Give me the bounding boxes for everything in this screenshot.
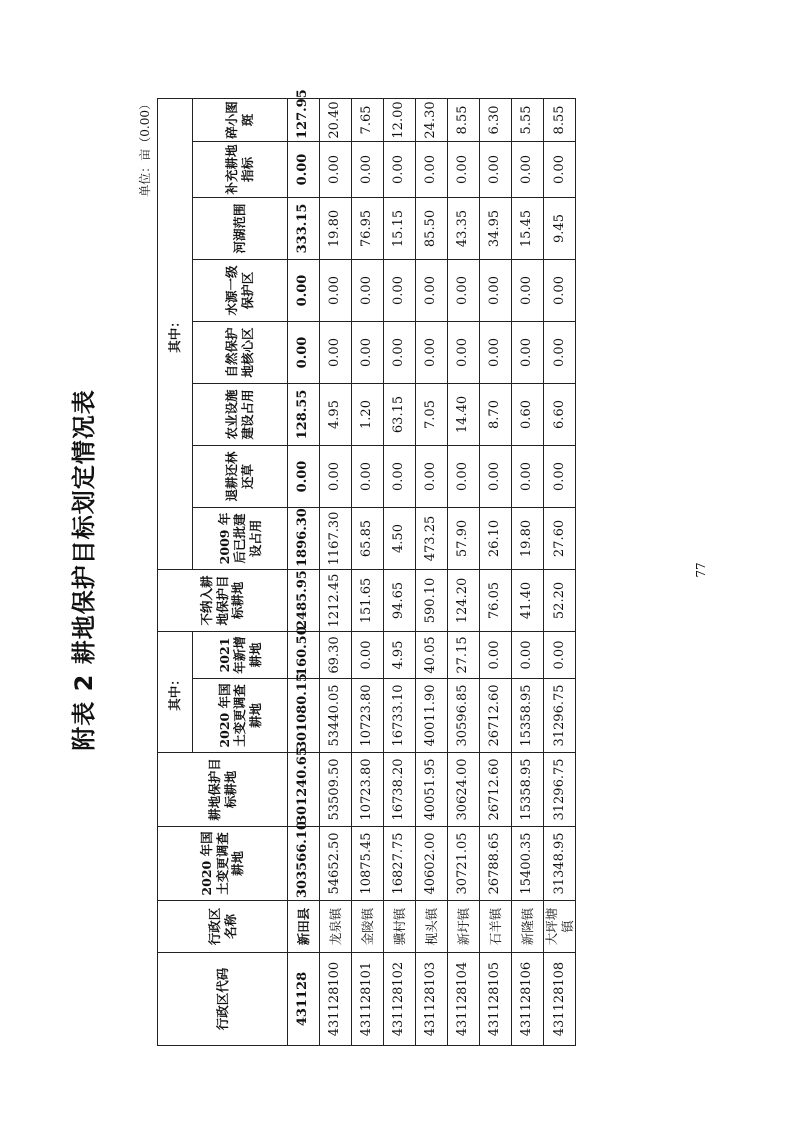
cell-g2-built: 57.90 bbox=[448, 507, 480, 569]
cell-g2-lake: 34.95 bbox=[480, 197, 512, 259]
cell-g1-2021: 160.50 bbox=[288, 631, 320, 678]
cell-g2-lake: 333.15 bbox=[288, 197, 320, 259]
cell-g2-nature: 0.00 bbox=[384, 321, 416, 383]
cell-name: 金陵镇 bbox=[352, 901, 384, 953]
table-row bbox=[544, 98, 576, 1045]
cell-g2-lake: 76.95 bbox=[352, 197, 384, 259]
cell-excluded: 94.65 bbox=[384, 569, 416, 631]
cell-g2-nature: 0.00 bbox=[544, 321, 576, 383]
cell-g2-built: 1896.30 bbox=[288, 507, 320, 569]
table-row bbox=[384, 98, 416, 1045]
cell-name: 骥村镇 bbox=[384, 901, 416, 953]
cell-name: 新圩镇 bbox=[448, 901, 480, 953]
cell-g2-agri: 4.95 bbox=[320, 383, 352, 445]
cell-name: 枧头镇 bbox=[416, 901, 448, 953]
cell-g2-lake: 9.45 bbox=[544, 197, 576, 259]
cell-g2-agri: 1.20 bbox=[352, 383, 384, 445]
cell-g2-forest: 0.00 bbox=[448, 445, 480, 507]
cell-g2-agri: 8.70 bbox=[480, 383, 512, 445]
cell-name: 石羊镇 bbox=[480, 901, 512, 953]
table-row bbox=[352, 98, 384, 1045]
header-excluded: 不纳入耕地保护目标耕地 bbox=[158, 569, 288, 631]
cell-survey-2020: 26788.65 bbox=[480, 827, 512, 901]
cell-code: 431128103 bbox=[416, 953, 448, 1046]
cell-survey-2020: 30721.05 bbox=[448, 827, 480, 901]
cell-g2-forest: 0.00 bbox=[416, 445, 448, 507]
cell-survey-2020: 303566.10 bbox=[288, 827, 320, 901]
cell-g2-supp: 0.00 bbox=[320, 141, 352, 197]
cell-g2-water: 0.00 bbox=[448, 259, 480, 321]
cell-code: 431128101 bbox=[352, 953, 384, 1046]
cell-g2-frag: 8.55 bbox=[448, 98, 480, 141]
cell-target: 26712.60 bbox=[480, 753, 512, 827]
cell-code: 431128108 bbox=[544, 953, 576, 1046]
cell-g2-water: 0.00 bbox=[544, 259, 576, 321]
cell-g1-2020: 10723.80 bbox=[352, 679, 384, 753]
header-name: 行政区名称 bbox=[158, 901, 288, 953]
table-row-total bbox=[288, 98, 320, 1045]
cell-target: 301240.65 bbox=[288, 753, 320, 827]
cell-g2-built: 4.50 bbox=[384, 507, 416, 569]
cell-g2-forest: 0.00 bbox=[288, 445, 320, 507]
cell-survey-2020: 16827.75 bbox=[384, 827, 416, 901]
cell-g2-supp: 0.00 bbox=[544, 141, 576, 197]
header-g2-lake: 河湖范围 bbox=[193, 197, 288, 259]
cell-g2-agri: 14.40 bbox=[448, 383, 480, 445]
cell-g2-nature: 0.00 bbox=[416, 321, 448, 383]
cell-g2-supp: 0.00 bbox=[384, 141, 416, 197]
header-survey-2020: 2020 年国土变更调查耕地 bbox=[158, 827, 288, 901]
cell-excluded: 41.40 bbox=[512, 569, 544, 631]
cell-g1-2021: 0.00 bbox=[512, 631, 544, 678]
cell-g2-frag: 6.30 bbox=[480, 98, 512, 141]
cell-excluded: 590.10 bbox=[416, 569, 448, 631]
cell-g2-built: 19.80 bbox=[512, 507, 544, 569]
cell-target: 31296.75 bbox=[544, 753, 576, 827]
cell-g2-forest: 0.00 bbox=[320, 445, 352, 507]
cell-excluded: 2485.95 bbox=[288, 569, 320, 631]
cell-code: 431128106 bbox=[512, 953, 544, 1046]
cell-target: 16738.20 bbox=[384, 753, 416, 827]
cell-g2-built: 473.25 bbox=[416, 507, 448, 569]
cell-code: 431128 bbox=[288, 953, 320, 1046]
cell-g2-nature: 0.00 bbox=[288, 321, 320, 383]
page-number: 77 bbox=[694, 562, 708, 578]
cell-name: 大坪塘镇 bbox=[544, 901, 576, 953]
header-g1-2021: 2021 年新增耕地 bbox=[193, 631, 288, 678]
cell-g1-2021: 0.00 bbox=[544, 631, 576, 678]
header-group-2: 其中： bbox=[158, 98, 193, 569]
cell-g2-agri: 0.60 bbox=[512, 383, 544, 445]
cell-excluded: 151.65 bbox=[352, 569, 384, 631]
header-g1-2020: 2020 年国土变更调查耕地 bbox=[193, 679, 288, 753]
cell-excluded: 52.20 bbox=[544, 569, 576, 631]
cell-g2-water: 0.00 bbox=[416, 259, 448, 321]
cell-code: 431128100 bbox=[320, 953, 352, 1046]
cell-target: 30624.00 bbox=[448, 753, 480, 827]
cell-g2-nature: 0.00 bbox=[352, 321, 384, 383]
cell-g2-nature: 0.00 bbox=[448, 321, 480, 383]
cell-name: 新隆镇 bbox=[512, 901, 544, 953]
cell-excluded: 76.05 bbox=[480, 569, 512, 631]
cell-target: 15358.95 bbox=[512, 753, 544, 827]
header-g2-supp: 补充耕地指标 bbox=[193, 141, 288, 197]
cell-name: 新田县 bbox=[288, 901, 320, 953]
cell-g1-2021: 69.30 bbox=[320, 631, 352, 678]
cell-code: 431128104 bbox=[448, 953, 480, 1046]
cell-g2-forest: 0.00 bbox=[480, 445, 512, 507]
cell-g2-lake: 19.80 bbox=[320, 197, 352, 259]
cell-g2-supp: 0.00 bbox=[480, 141, 512, 197]
farmland-protection-table bbox=[157, 89, 576, 1046]
table-row bbox=[512, 98, 544, 1045]
cell-g2-forest: 0.00 bbox=[384, 445, 416, 507]
cell-g2-nature: 0.00 bbox=[512, 321, 544, 383]
cell-g2-agri: 128.55 bbox=[288, 383, 320, 445]
cell-g2-supp: 0.00 bbox=[448, 141, 480, 197]
cell-g2-agri: 7.05 bbox=[416, 383, 448, 445]
cell-g1-2020: 30596.85 bbox=[448, 679, 480, 753]
cell-g1-2020: 26712.60 bbox=[480, 679, 512, 753]
cell-g1-2020: 53440.05 bbox=[320, 679, 352, 753]
cell-g2-forest: 0.00 bbox=[512, 445, 544, 507]
cell-g2-frag: 7.65 bbox=[352, 98, 384, 141]
cell-g2-lake: 15.45 bbox=[512, 197, 544, 259]
cell-g2-lake: 15.15 bbox=[384, 197, 416, 259]
cell-g2-supp: 0.00 bbox=[288, 141, 320, 197]
header-g2-agri: 农业设施建设占用 bbox=[193, 383, 288, 445]
cell-g2-water: 0.00 bbox=[512, 259, 544, 321]
cell-target: 40051.95 bbox=[416, 753, 448, 827]
header-code: 行政区代码 bbox=[158, 953, 288, 1046]
cell-g2-water: 0.00 bbox=[480, 259, 512, 321]
cell-target: 10723.80 bbox=[352, 753, 384, 827]
rotated-page bbox=[60, 60, 720, 1080]
table-row bbox=[448, 98, 480, 1045]
table-row bbox=[480, 98, 512, 1045]
table-row bbox=[320, 98, 352, 1045]
cell-g2-water: 0.00 bbox=[320, 259, 352, 321]
cell-survey-2020: 10875.45 bbox=[352, 827, 384, 901]
cell-g1-2020: 16733.10 bbox=[384, 679, 416, 753]
cell-g2-supp: 0.00 bbox=[352, 141, 384, 197]
cell-g1-2021: 0.00 bbox=[352, 631, 384, 678]
cell-g2-nature: 0.00 bbox=[480, 321, 512, 383]
cell-g2-water: 0.00 bbox=[352, 259, 384, 321]
cell-g2-frag: 5.55 bbox=[512, 98, 544, 141]
cell-g2-nature: 0.00 bbox=[320, 321, 352, 383]
cell-g2-forest: 0.00 bbox=[352, 445, 384, 507]
cell-g2-frag: 24.30 bbox=[416, 98, 448, 141]
cell-g2-lake: 85.50 bbox=[416, 197, 448, 259]
cell-g2-frag: 20.40 bbox=[320, 98, 352, 141]
cell-survey-2020: 54652.50 bbox=[320, 827, 352, 901]
cell-g1-2021: 4.95 bbox=[384, 631, 416, 678]
cell-g2-built: 1167.30 bbox=[320, 507, 352, 569]
cell-g2-supp: 0.00 bbox=[512, 141, 544, 197]
cell-g2-frag: 127.95 bbox=[288, 98, 320, 141]
table-container bbox=[157, 89, 576, 1046]
header-g2-frag: 碎小图斑 bbox=[193, 98, 288, 141]
cell-g1-2020: 301080.15 bbox=[288, 679, 320, 753]
cell-survey-2020: 40602.00 bbox=[416, 827, 448, 901]
cell-g2-agri: 63.15 bbox=[384, 383, 416, 445]
cell-g2-frag: 8.55 bbox=[544, 98, 576, 141]
cell-g2-frag: 12.00 bbox=[384, 98, 416, 141]
cell-g1-2020: 15358.95 bbox=[512, 679, 544, 753]
cell-g2-built: 26.10 bbox=[480, 507, 512, 569]
document-title: 附表 2 耕地保护目标划定情况表 bbox=[70, 389, 98, 751]
header-group-1: 其中： bbox=[158, 631, 193, 752]
cell-target: 53509.50 bbox=[320, 753, 352, 827]
cell-survey-2020: 31348.95 bbox=[544, 827, 576, 901]
cell-g2-supp: 0.00 bbox=[416, 141, 448, 197]
cell-g2-water: 0.00 bbox=[288, 259, 320, 321]
cell-code: 431128102 bbox=[384, 953, 416, 1046]
cell-survey-2020: 15400.35 bbox=[512, 827, 544, 901]
header-g2-nature: 自然保护地核心区 bbox=[193, 321, 288, 383]
header-g2-built: 2009 年后已批建设占用 bbox=[193, 507, 288, 569]
cell-g2-built: 65.85 bbox=[352, 507, 384, 569]
cell-g2-water: 0.00 bbox=[384, 259, 416, 321]
cell-g1-2020: 40011.90 bbox=[416, 679, 448, 753]
unit-note: 单位：亩（0.00） bbox=[138, 98, 152, 197]
cell-g1-2020: 31296.75 bbox=[544, 679, 576, 753]
cell-g2-forest: 0.00 bbox=[544, 445, 576, 507]
cell-g1-2021: 0.00 bbox=[480, 631, 512, 678]
header-g2-forest: 退耕还林还草 bbox=[193, 445, 288, 507]
cell-g2-built: 27.60 bbox=[544, 507, 576, 569]
table-row bbox=[416, 98, 448, 1045]
cell-g2-agri: 6.60 bbox=[544, 383, 576, 445]
cell-name: 龙泉镇 bbox=[320, 901, 352, 953]
cell-g1-2021: 27.15 bbox=[448, 631, 480, 678]
cell-code: 431128105 bbox=[480, 953, 512, 1046]
header-target: 耕地保护目标耕地 bbox=[158, 753, 288, 827]
cell-g2-lake: 43.35 bbox=[448, 197, 480, 259]
cell-excluded: 1212.45 bbox=[320, 569, 352, 631]
header-g2-water: 水源一级保护区 bbox=[193, 259, 288, 321]
cell-excluded: 124.20 bbox=[448, 569, 480, 631]
cell-g1-2021: 40.05 bbox=[416, 631, 448, 678]
